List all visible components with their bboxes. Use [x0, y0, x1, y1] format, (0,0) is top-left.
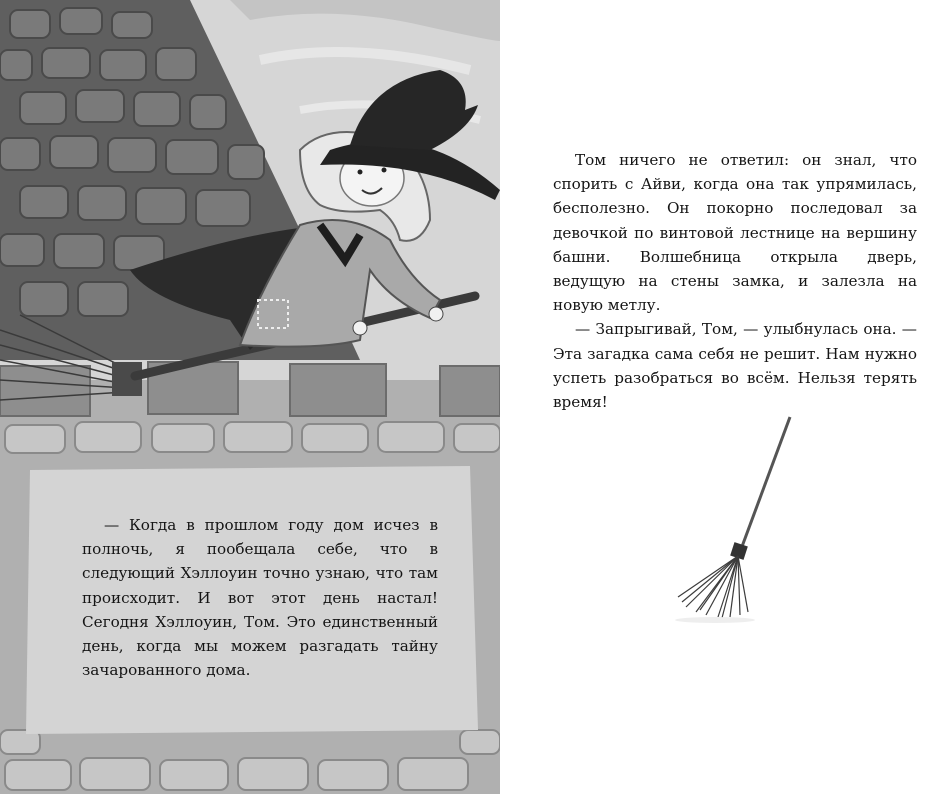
left-text-block [82, 513, 438, 682]
right-paragraph-2: — Запрыгивай, Том, — улыбнулась она. — Эта загадка сама себя не решит. Нам нужно успеть разобраться во всём. Нельзя терять время! [553, 320, 917, 412]
left-paragraph: — Когда в прошлом году дом исчез в полночь, я пообещала себе, что в следующий Хэллоуин точно узнаю, что там происходит. И вот этот день настал! Сегодня Хэллоуин, Том. Это единственный день, когда мы можем разгадать тайну зачарованного дома. [82, 516, 438, 680]
right-text-block [553, 148, 917, 414]
right-paragraph-1: Том ничего не ответил: он знал, что спорить с Айви, когда она так упрямилась, бесполезно. Он покорно последовал за девочкой по винтовой лестнице на вершину башни. Волшебница открыла дверь, ведущую на стены замка, и залезла на новую метлу. [553, 151, 917, 315]
broom-illustration [660, 412, 810, 627]
